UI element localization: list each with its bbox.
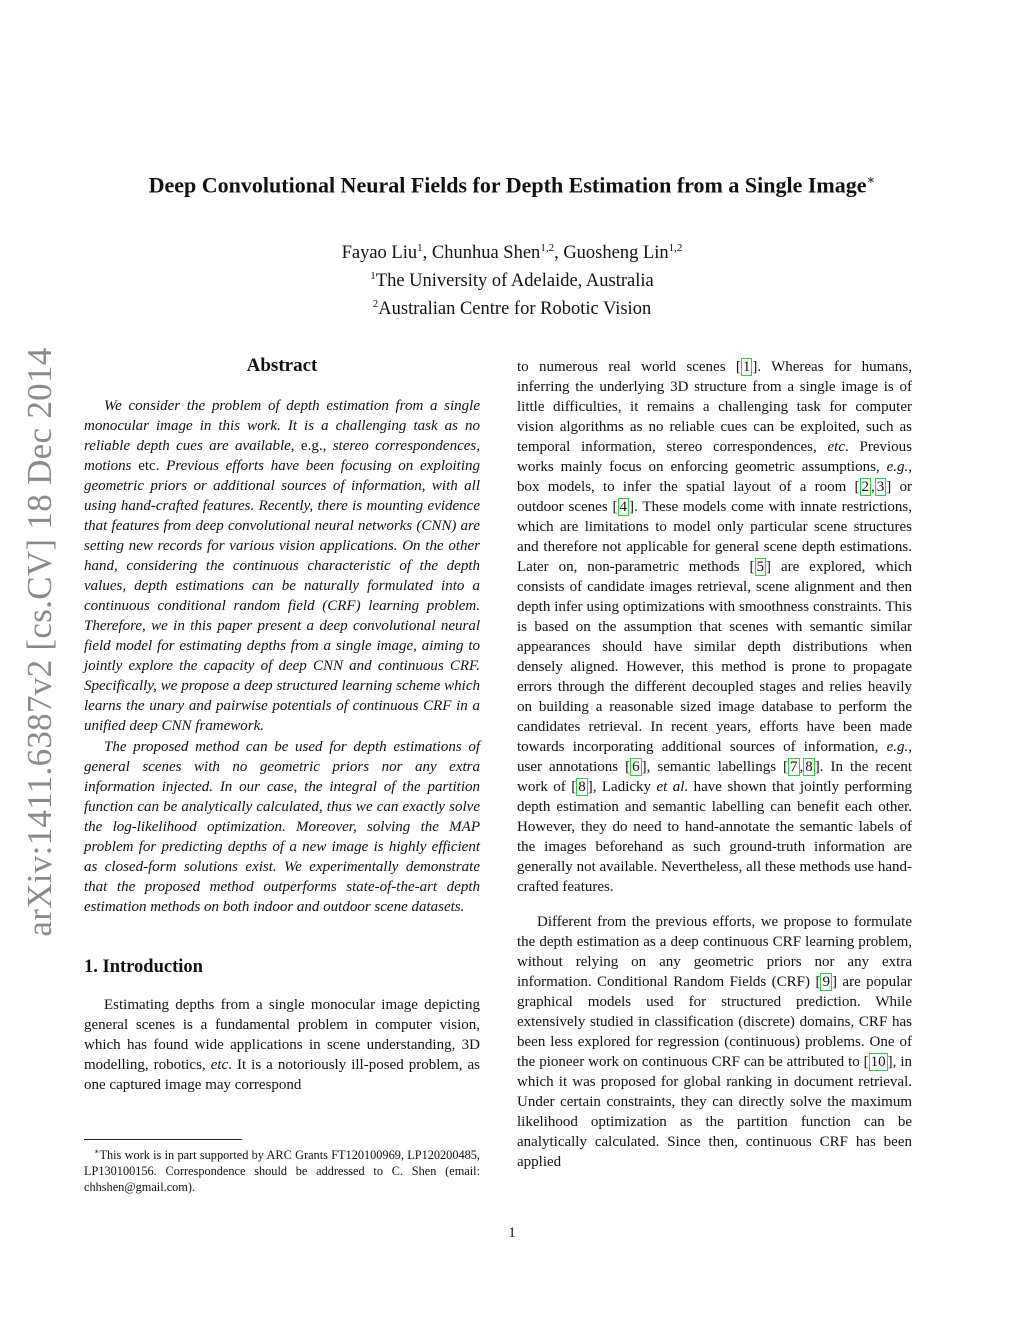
citation-link[interactable]: 6 bbox=[632, 759, 640, 775]
citation-link[interactable]: 2 bbox=[861, 479, 870, 495]
citation-link[interactable]: 4 bbox=[619, 499, 628, 515]
arxiv-identifier-text: arXiv:1411.6387v2 [cs.CV] 18 Dec 2014 bbox=[20, 347, 59, 937]
abstract-paragraph-2: The proposed method can be used for depth estimations of general scenes with no geometric priors nor any extra information injected. In our case, the integral of the partition function can be analytically calculated, thus we can exactly solve the log-likelihood optimization. Moreover, solving the MAP problem for predicting depths of a new image is highly efficient as closed-form solutions exist. We experimentally demonstrate that the proposed method outperforms state-of-the-art depth estimation methods on both indoor and outdoor scene datasets. bbox=[84, 739, 480, 915]
introduction-paragraph-2: Different from the previous efforts, we propose to formulate the depth estimation as a deep continuous CRF learning problem, without relying on any geometric priors nor any extra information. Conditional Random Fields (CRF) [ 9 ] are popular graphical models used for structured prediction. While extensively studied in classification (discrete) domains, CRF has been less explored for regression (continuous) problems. One of the pioneer work on continuous CRF can be attributed to [ 10 ], in which it was proposed for global ranking in document retrieval. Under certain constraints, they can directly solve the maximum likelihood optimization as the partition function can be analytically calculated. Since then, continuous CRF has been applied bbox=[517, 914, 912, 1170]
author-block bbox=[0, 237, 1024, 321]
citation-link[interactable]: 1 bbox=[742, 359, 751, 375]
affiliation-2: $^2$Australian Centre for Robotic Vision bbox=[372, 298, 652, 320]
author-names: Fayao Liu$^1$, Chunhua Shen$^{1,2}$, Guosheng Lin$^{1,2}$ bbox=[341, 242, 683, 264]
left-column bbox=[84, 355, 480, 1095]
page-number: 1 bbox=[508, 1225, 516, 1241]
citation-link[interactable]: 8 bbox=[805, 759, 813, 775]
citation-link[interactable]: 3 bbox=[876, 479, 885, 495]
introduction-paragraph-1: Estimating depths from a single monocular image depicting general scenes is a fundamental problem in computer vision, which has found wide applications in scene understanding, 3D modelling, robotics, etc. It is a notoriously ill-posed problem, as one captured image may correspond bbox=[84, 997, 480, 1093]
citation-link[interactable]: 9 bbox=[822, 974, 830, 990]
citation-link[interactable]: 10 bbox=[870, 1054, 886, 1070]
affiliation-1: $^1$The University of Adelaide, Australia bbox=[370, 270, 654, 292]
right-column bbox=[517, 357, 912, 1172]
footnote bbox=[84, 1139, 480, 1195]
footnote-text: ∗This work is in part supported by ARC Grants FT120100969, LP120200485, LP130100156. Correspondence should be addressed to C. Shen (email: chhshen@gmail.com). bbox=[84, 1147, 480, 1195]
abstract-paragraph-1: We consider the problem of depth estimation from a single monocular image in this work. It is a challenging task as no reliable depth cues are available, e.g., stereo correspondences, motions etc. Previous efforts have been focusing on exploiting geometric priors or additional sources of information, with all using hand-crafted features. Recently, there is mounting evidence that features from deep convolutional neural networks (CNN) are setting new records for various vision applications. On the other hand, considering the continuous characteristic of the depth values, depth estimations can be naturally formulated into a continuous conditional random field (CRF) learning problem. Therefore, we in this paper present a deep convolutional neural field model for estimating depths from a single image, aiming to jointly explore the capacity of deep CNN and continuous CRF. Specifically, we propose a deep structured learning scheme which learns the unary and pairwise potentials of continuous CRF in a unified deep CNN framework. bbox=[84, 398, 480, 734]
citation-link[interactable]: 7 bbox=[790, 759, 798, 775]
abstract-heading: Abstract bbox=[246, 355, 318, 376]
citation-link[interactable]: 5 bbox=[756, 559, 765, 575]
footnote-rule bbox=[84, 1139, 242, 1140]
arxiv-identifier bbox=[10, 347, 70, 937]
introduction-paragraph-1-continued: to numerous real world scenes [ 1 ]. Whereas for humans, inferring the underlying 3D structure from a single image is of little difficulties, it remains a challenging task for computer vision algorithms as no reliable cues can be exploited, such as temporal information, stereo correspondences, etc. Previous works mainly focus on enforcing geometric assumptions, e.g., box models, to infer the spatial layout of a room [ 2 , 3 ] or outdoor scenes [ 4 ]. These models come with innate restrictions, which are limitations to model only particular scene structures and therefore not applicable for general scene depth estimations. Later on, non-parametric methods [ 5 ] are explored, which consists of candidate images retrieval, scene alignment and then depth infer using optimizations with smoothness constraints. This is based on the assumption that scenes with semantic similar appearances should have similar depth distributions when densely aligned. However, this method is prone to propagate errors through the different decoupled stages and relies heavily on building a reasonable sized image database to perform the candidates retrieval. In recent years, efforts have been made towards incorporating additional sources of information, e.g., user annotations [ 6 ], semantic labellings [ 7 , 8 ]. In the recent work of [ 8 ], Ladicky et al. have shown that jointly performing depth estimation and semantic labelling can benefit each other. However, they do need to hand-annotate the semantic labels of the images beforehand as such ground-truth information are generally not available. Nevertheless, all these methods use hand-crafted features. bbox=[517, 359, 913, 895]
abstract-section bbox=[84, 355, 480, 917]
introduction-section bbox=[84, 957, 480, 1095]
title-footnote-mark: ∗ bbox=[866, 172, 876, 187]
citation-link[interactable]: 8 bbox=[578, 779, 586, 795]
paper-title: Deep Convolutional Neural Fields for Depth Estimation from a Single Image∗ bbox=[148, 172, 876, 198]
introduction-heading: 1. Introduction bbox=[84, 957, 203, 977]
